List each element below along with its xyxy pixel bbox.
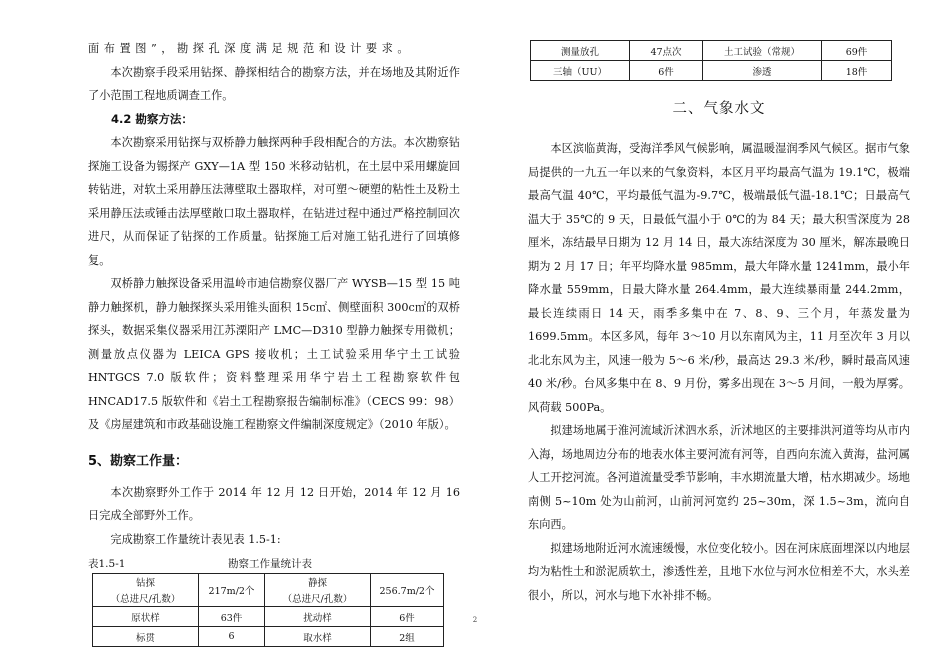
table-cell: 渗透: [703, 61, 822, 81]
table-cell: 标贯: [93, 627, 199, 647]
table-cell: 钻探: [93, 574, 199, 591]
table-cell: 6件: [371, 607, 444, 627]
table-cell: 原状样: [93, 607, 199, 627]
table-cell: 2组: [371, 627, 444, 647]
table-cell: 18件: [822, 61, 892, 81]
table-row: [531, 61, 892, 81]
paragraph-groundwater: 拟建场地附近河水流速缓慢，水位变化较小。因在河床底面埋深以内地层均为粘性土和淤泥质软土，渗透性差，且地下水位与河水位相差不大，水头差很小，所以，河水与地下水补排不畅。: [528, 541, 910, 602]
table-cell: 取水样: [265, 627, 371, 647]
table-title: 勘察工作量统计表: [228, 557, 312, 570]
table-cell: 6: [199, 627, 265, 647]
table-caption: [88, 553, 460, 573]
paragraph-table-ref: 完成勘察工作量统计表见表 1.5-1:: [110, 532, 281, 546]
page-number: 2: [472, 616, 478, 624]
section-title: 二、气象水文: [672, 101, 766, 117]
workload-table: [92, 573, 444, 647]
table-number: 表1.5-1: [88, 557, 126, 570]
table-cell: 6件: [630, 61, 703, 81]
paragraph-hydrology: 拟建场地属于淮河流域沂沭泗水系，沂沭地区的主要排洪河道等均从市内入海，场地周边分布的地表水体主要河流有河等，自西向东流入黄海，盐河属人工开挖河流。各河道流量受季节影响，丰水期流量大增，枯水期减少。场地南侧 5~10m 处为山前河，山前河河宽约 25~30m，深 1.5~3m，流向自东向西。: [528, 424, 910, 531]
table-cell: 测量放孔: [531, 41, 630, 61]
workload-table-continued: [530, 40, 892, 81]
table-cell: （总进尺/孔数）: [93, 590, 199, 607]
paragraph-drilling: 本次勘察采用钻探与双桥静力触探两种手段相配合的方法。本次勘察钻探施工设备为锡探产 GXY—1A 型 150 米移动钻机，在土层中采用螺旋回转钻进，对软土采用静压法薄壁取土器取样，对可塑～硬塑的粘性土及粉土采用静压法或锤击法厚壁敞口取土器取样，在钻进过程中通过严格控制回次进尺，从而保证了钻探的工作质量。钻探施工后对施工钻孔进行了回填修复。: [88, 136, 460, 267]
right-column: [528, 0, 910, 607]
table-cell: 256.7m/2个: [371, 574, 444, 607]
table-cell: 三轴（UU）: [531, 61, 630, 81]
paragraph-methods-intro: 本次勘察手段采用钻探、静探相结合的勘察方法，并在场地及其附近作了小范围工程地质调查工作。: [88, 65, 460, 102]
heading-5: 5、勘察工作量：: [88, 453, 189, 469]
paragraph-field-dates: 本次勘察野外工作于 2014 年 12 月 12 日开始，2014 年 12 月 16 日完成全部野外工作。: [88, 485, 460, 522]
table-cell: 静探: [265, 574, 371, 591]
paragraph-cpt: 双桥静力触探设备采用温岭市迪信勘察仪器厂产 WYSB—15 型 15 吨静力触探机，静力触探探头采用锥头面积 15c㎡、侧壁面积 300c㎡的双桥探头，数据采集仪器采用江苏溧阳产 LMC—D310 型静力触探专用微机；测量放点仪器为 LEICA GPS 接收机；土工试验采用华宁土工试验 HNTGCS 7.0 版软件；资料整理采用华宁岩土工程勘察软件包 HNCAD17.5 版软件和《岩土工程勘察报告编制标准》（CECS 99：98）及《房屋建筑和市政基础设施工程勘察文件编制深度规定》（2010 年版）。: [88, 277, 460, 431]
table-cell: 69件: [822, 41, 892, 61]
paragraph-climate: 本区滨临黄海，受海洋季风气候影响，属温暖湿润季风气候区。据市气象局提供的一九五一年以来的气象资料，本区月平均最高气温为 19.1℃，极端最高气温 40℃，平均最低气温为-9.7℃，极端最低气温-18.1℃；日最高气温大于 35℃的 9 天，日最低气温小于 0℃的为 84 天；最大积雪深度为 28 厘米，冻结最早日期为 12 月 14 日，最大冻结深度为 30 厘米，解冻最晚日期为 2 月 17 日；年平均降水量 985mm，最大年降水量 1241mm，最小年降水量 559mm，日最大降水量 264.4mm，最大连续暴雨量 244.2mm，最长连续雨日 14 天，雨季多集中在 7、8、9、三个月，年蒸发量为 1699.5mm。本区多风，每年 3～10 月以东南风为主，11 月至次年 3 月以北北东风为主，风速一般为 5～6 米/秒，最高达 29.3 米/秒，瞬时最高风速 40 米/秒。台风多集中在 8、9 月份，雾多出现在 3～5 月间，一般为厚雾。风荷载 500Pa。: [528, 142, 910, 414]
table-cell: 217m/2个: [199, 574, 265, 607]
table-row: [93, 627, 444, 647]
table-row: [531, 41, 892, 61]
table-cell: （总进尺/孔数）: [265, 590, 371, 607]
heading-4-2: 4.2 勘察方法：: [111, 111, 193, 126]
table-cell: 47点次: [630, 41, 703, 61]
left-column: [88, 0, 460, 647]
paragraph-continued: 面 布 置 图 ” ， 勘 探 孔 深 度 满 足 规 范 和 设 计 要 求 。: [88, 42, 410, 55]
table-cell: 63件: [199, 607, 265, 627]
table-cell: 土工试验（常规）: [703, 41, 822, 61]
table-cell: 扰动样: [265, 607, 371, 627]
table-row: [93, 574, 444, 591]
